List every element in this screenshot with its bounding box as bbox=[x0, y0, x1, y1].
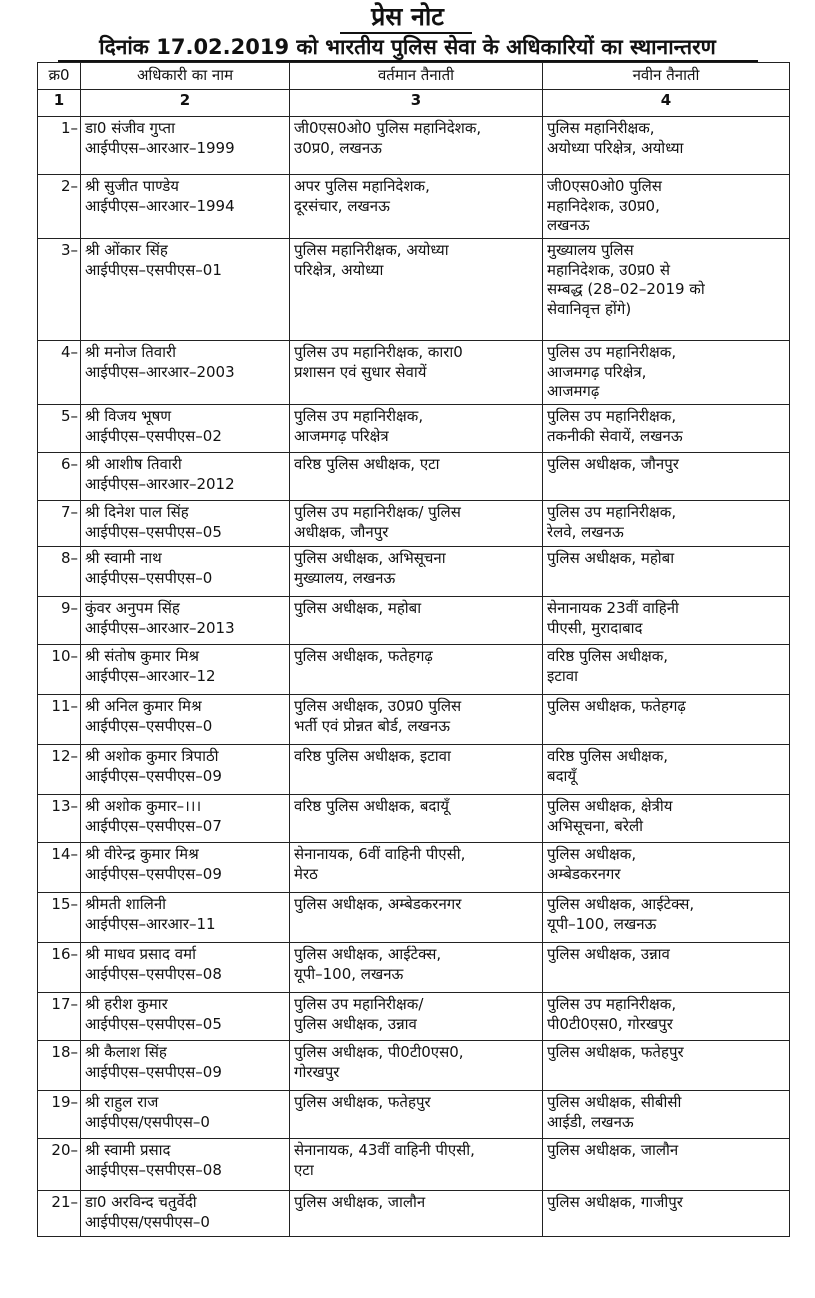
officer-name-line: श्री मनोज तिवारी bbox=[85, 343, 177, 361]
column-index-row bbox=[38, 90, 790, 117]
officer-name-cell bbox=[81, 239, 290, 341]
officer-name-cell bbox=[81, 893, 290, 943]
officer-name-line: आईपीएस–आरआर–12 bbox=[85, 666, 216, 685]
officer-name-line: श्री दिनेश पाल सिंह bbox=[85, 503, 189, 521]
current-posting-cell bbox=[290, 993, 543, 1041]
officer-name-line: आईपीएस–एसपीएस–08 bbox=[85, 964, 222, 983]
serial-number: 13– bbox=[38, 795, 81, 843]
serial-number: 9– bbox=[38, 597, 81, 645]
new-posting-line: सेनानायक 23वीं वाहिनी bbox=[547, 599, 679, 617]
new-posting-line: वरिष्ठ पुलिस अधीक्षक, bbox=[547, 747, 669, 765]
current-posting-line: प्रशासन एवं सुधार सेवायें bbox=[294, 362, 427, 381]
new-posting-line: पुलिस अधीक्षक, सीबीसी bbox=[547, 1093, 682, 1111]
new-posting-line: पुलिस उप महानिरीक्षक, bbox=[547, 503, 677, 521]
table-row bbox=[38, 1139, 790, 1191]
table-row bbox=[38, 943, 790, 993]
table-row bbox=[38, 341, 790, 405]
new-posting-cell bbox=[543, 547, 790, 597]
current-posting-line: पुलिस अधीक्षक, अभिसूचना bbox=[294, 549, 446, 567]
header-current-posting: वर्तमान तैनाती bbox=[290, 63, 543, 90]
table-row bbox=[38, 795, 790, 843]
table-row bbox=[38, 745, 790, 795]
officer-name-cell bbox=[81, 1041, 290, 1091]
officer-name-cell bbox=[81, 843, 290, 893]
serial-number: 19– bbox=[38, 1091, 81, 1139]
table-row bbox=[38, 645, 790, 695]
officer-name-line: श्री माधव प्रसाद वर्मा bbox=[85, 945, 196, 963]
serial-number: 2– bbox=[38, 175, 81, 239]
transfer-table bbox=[37, 62, 790, 1237]
officer-name-cell bbox=[81, 1091, 290, 1139]
officer-name-line: आईपीएस–आरआर–2012 bbox=[85, 474, 235, 493]
new-posting-line: पुलिस अधीक्षक, क्षेत्रीय bbox=[547, 797, 673, 815]
table-row bbox=[38, 597, 790, 645]
new-posting-line: पुलिस उप महानिरीक्षक, bbox=[547, 407, 677, 425]
new-posting-line: पुलिस उप महानिरीक्षक, bbox=[547, 343, 677, 361]
page-subtitle: दिनांक 17.02.2019 को भारतीय पुलिस सेवा के अधिकारियों का स्थानान्तरण bbox=[99, 35, 716, 59]
new-posting-line: आजमगढ़ परिक्षेत्र, bbox=[547, 362, 647, 381]
current-posting-line: जी0एस0ओ0 पुलिस महानिदेशक, bbox=[294, 119, 482, 137]
new-posting-line: अभिसूचना, बरेली bbox=[547, 816, 644, 835]
officer-name-line: आईपीएस–आरआर–1994 bbox=[85, 196, 235, 215]
new-posting-cell bbox=[543, 501, 790, 547]
current-posting-line: सेनानायक, 43वीं वाहिनी पीएसी, bbox=[294, 1141, 475, 1159]
table-row bbox=[38, 843, 790, 893]
current-posting-cell bbox=[290, 943, 543, 993]
new-posting-line: आईडी, लखनऊ bbox=[547, 1112, 634, 1131]
new-posting-cell bbox=[543, 239, 790, 341]
current-posting-line: आजमगढ़ परिक्षेत्र bbox=[294, 426, 389, 445]
current-posting-cell bbox=[290, 547, 543, 597]
current-posting-cell bbox=[290, 745, 543, 795]
officer-name-line: श्री स्वामी प्रसाद bbox=[85, 1141, 171, 1159]
officer-name-line: आईपीएस–एसपीएस–09 bbox=[85, 864, 222, 883]
officer-name-line: डा0 अरविन्द चतुर्वेदी bbox=[85, 1193, 197, 1211]
officer-name-line: आईपीएस–एसपीएस–09 bbox=[85, 1062, 222, 1081]
officer-name-cell bbox=[81, 745, 290, 795]
serial-number: 6– bbox=[38, 453, 81, 501]
serial-number: 15– bbox=[38, 893, 81, 943]
serial-number: 10– bbox=[38, 645, 81, 695]
current-posting-line: मुख्यालय, लखनऊ bbox=[294, 568, 396, 587]
officer-name-cell bbox=[81, 645, 290, 695]
officer-name-cell bbox=[81, 1191, 290, 1237]
column-index: 4 bbox=[543, 90, 790, 117]
officer-name-line: श्री कैलाश सिंह bbox=[85, 1043, 167, 1061]
new-posting-cell bbox=[543, 117, 790, 175]
officer-name-line: श्री राहुल राज bbox=[85, 1093, 159, 1111]
serial-number: 11– bbox=[38, 695, 81, 745]
new-posting-line: पुलिस अधीक्षक, उन्नाव bbox=[547, 945, 670, 963]
new-posting-line: महानिदेशक, उ0प्र0, bbox=[547, 196, 660, 215]
officer-name-cell bbox=[81, 117, 290, 175]
table-row bbox=[38, 501, 790, 547]
serial-number: 17– bbox=[38, 993, 81, 1041]
new-posting-line: पुलिस उप महानिरीक्षक, bbox=[547, 995, 677, 1013]
new-posting-cell bbox=[543, 175, 790, 239]
officer-name-line: आईपीएस–एसपीएस–08 bbox=[85, 1160, 222, 1179]
table-row bbox=[38, 405, 790, 453]
officer-name-line: श्री अशोक कुमार–।।। bbox=[85, 797, 202, 815]
officer-name-line: आईपीएस–आरआर–1999 bbox=[85, 138, 235, 157]
new-posting-line: पुलिस महानिरीक्षक, bbox=[547, 119, 655, 137]
current-posting-line: पुलिस अधीक्षक, उन्नाव bbox=[294, 1014, 417, 1033]
serial-number: 18– bbox=[38, 1041, 81, 1091]
current-posting-line: पुलिस अधीक्षक, फतेहपुर bbox=[294, 1093, 431, 1111]
new-posting-line: मुख्यालय पुलिस bbox=[547, 241, 634, 259]
current-posting-line: उ0प्र0, लखनऊ bbox=[294, 138, 382, 157]
current-posting-line: पुलिस उप महानिरीक्षक, कारा0 bbox=[294, 343, 463, 361]
officer-name-line: श्रीमती शालिनी bbox=[85, 895, 167, 913]
table-row bbox=[38, 893, 790, 943]
officer-name-cell bbox=[81, 597, 290, 645]
table-row bbox=[38, 175, 790, 239]
current-posting-cell bbox=[290, 1091, 543, 1139]
new-posting-cell bbox=[543, 893, 790, 943]
officer-name-line: आईपीएस–एसपीएस–0 bbox=[85, 716, 213, 735]
new-posting-cell bbox=[543, 1139, 790, 1191]
table-row bbox=[38, 1191, 790, 1237]
table-row bbox=[38, 993, 790, 1041]
serial-number: 8– bbox=[38, 547, 81, 597]
new-posting-cell bbox=[543, 843, 790, 893]
new-posting-cell bbox=[543, 943, 790, 993]
serial-number: 7– bbox=[38, 501, 81, 547]
current-posting-line: वरिष्ठ पुलिस अधीक्षक, एटा bbox=[294, 455, 440, 473]
serial-number: 5– bbox=[38, 405, 81, 453]
new-posting-line: पुलिस अधीक्षक, आईटेक्स, bbox=[547, 895, 695, 913]
current-posting-line: यूपी–100, लखनऊ bbox=[294, 964, 404, 983]
new-posting-line: महानिदेशक, उ0प्र0 से bbox=[547, 260, 671, 279]
table-row bbox=[38, 695, 790, 745]
new-posting-line: पुलिस अधीक्षक, bbox=[547, 845, 637, 863]
new-posting-line: अम्बेडकरनगर bbox=[547, 864, 621, 883]
serial-number: 12– bbox=[38, 745, 81, 795]
new-posting-line: पुलिस अधीक्षक, फतेहगढ़ bbox=[547, 697, 686, 715]
new-posting-line: पुलिस अधीक्षक, जौनपुर bbox=[547, 455, 679, 473]
current-posting-cell bbox=[290, 645, 543, 695]
new-posting-line: तकनीकी सेवायें, लखनऊ bbox=[547, 426, 683, 445]
new-posting-line: रेलवे, लखनऊ bbox=[547, 522, 624, 541]
current-posting-line: परिक्षेत्र, अयोध्या bbox=[294, 260, 384, 279]
officer-name-line: आईपीएस–आरआर–2003 bbox=[85, 362, 235, 381]
new-posting-cell bbox=[543, 597, 790, 645]
new-posting-line: इटावा bbox=[547, 666, 579, 685]
new-posting-cell bbox=[543, 745, 790, 795]
officer-name-line: श्री विजय भूषण bbox=[85, 407, 172, 425]
page-title: प्रेस नोट bbox=[371, 2, 444, 31]
officer-name-line: श्री अशोक कुमार त्रिपाठी bbox=[85, 747, 219, 765]
new-posting-line: पुलिस अधीक्षक, फतेहपुर bbox=[547, 1043, 684, 1061]
current-posting-cell bbox=[290, 175, 543, 239]
officer-name-line: कुंवर अनुपम सिंह bbox=[85, 599, 180, 617]
officer-name-line: श्री स्वामी नाथ bbox=[85, 549, 162, 567]
current-posting-line: पुलिस उप महानिरीक्षक/ bbox=[294, 995, 424, 1013]
table-row bbox=[38, 1091, 790, 1139]
officer-name-line: श्री अनिल कुमार मिश्र bbox=[85, 697, 202, 715]
current-posting-cell bbox=[290, 453, 543, 501]
officer-name-line: डा0 संजीव गुप्ता bbox=[85, 119, 175, 137]
current-posting-cell bbox=[290, 405, 543, 453]
table-row bbox=[38, 547, 790, 597]
new-posting-line: पीएसी, मुरादाबाद bbox=[547, 618, 643, 637]
officer-name-cell bbox=[81, 943, 290, 993]
officer-name-line: श्री आशीष तिवारी bbox=[85, 455, 182, 473]
officer-name-cell bbox=[81, 175, 290, 239]
current-posting-cell bbox=[290, 341, 543, 405]
current-posting-line: भर्ती एवं प्रोन्नत बोर्ड, लखनऊ bbox=[294, 716, 450, 735]
officer-name-line: श्री हरीश कुमार bbox=[85, 995, 168, 1013]
current-posting-cell bbox=[290, 1041, 543, 1091]
officer-name-cell bbox=[81, 341, 290, 405]
new-posting-cell bbox=[543, 1191, 790, 1237]
officer-name-line: आईपीएस/एसपीएस–0 bbox=[85, 1112, 210, 1131]
current-posting-line: पुलिस उप महानिरीक्षक, bbox=[294, 407, 424, 425]
new-posting-cell bbox=[543, 645, 790, 695]
current-posting-line: पुलिस अधीक्षक, उ0प्र0 पुलिस bbox=[294, 697, 462, 715]
current-posting-cell bbox=[290, 1191, 543, 1237]
officer-name-line: आईपीएस–एसपीएस–02 bbox=[85, 426, 222, 445]
serial-number: 1– bbox=[38, 117, 81, 175]
new-posting-line: पी0टी0एस0, गोरखपुर bbox=[547, 1014, 673, 1033]
officer-name-cell bbox=[81, 547, 290, 597]
new-posting-cell bbox=[543, 1041, 790, 1091]
new-posting-line: अयोध्या परिक्षेत्र, अयोध्या bbox=[547, 138, 684, 157]
serial-number: 20– bbox=[38, 1139, 81, 1191]
current-posting-line: दूरसंचार, लखनऊ bbox=[294, 196, 390, 215]
officer-name-line: आईपीएस–एसपीएस–05 bbox=[85, 1014, 222, 1033]
header-officer-name: अधिकारी का नाम bbox=[81, 63, 290, 90]
column-index: 3 bbox=[290, 90, 543, 117]
officer-name-line: आईपीएस–एसपीएस–09 bbox=[85, 766, 222, 785]
header-row bbox=[38, 63, 790, 90]
officer-name-cell bbox=[81, 453, 290, 501]
current-posting-line: अधीक्षक, जौनपुर bbox=[294, 522, 389, 541]
new-posting-line: लखनऊ bbox=[547, 216, 590, 235]
current-posting-cell bbox=[290, 239, 543, 341]
officer-name-cell bbox=[81, 795, 290, 843]
new-posting-cell bbox=[543, 795, 790, 843]
new-posting-cell bbox=[543, 453, 790, 501]
current-posting-line: पुलिस अधीक्षक, महोबा bbox=[294, 599, 422, 617]
serial-number: 14– bbox=[38, 843, 81, 893]
new-posting-line: बदायूँ bbox=[547, 766, 577, 785]
current-posting-cell bbox=[290, 117, 543, 175]
header-new-posting: नवीन तैनाती bbox=[543, 63, 790, 90]
new-posting-cell bbox=[543, 695, 790, 745]
new-posting-line: पुलिस अधीक्षक, महोबा bbox=[547, 549, 675, 567]
officer-name-cell bbox=[81, 405, 290, 453]
current-posting-cell bbox=[290, 843, 543, 893]
new-posting-cell bbox=[543, 1091, 790, 1139]
current-posting-line: पुलिस अधीक्षक, आईटेक्स, bbox=[294, 945, 442, 963]
officer-name-line: आईपीएस–आरआर–11 bbox=[85, 914, 216, 933]
current-posting-cell bbox=[290, 795, 543, 843]
table-row bbox=[38, 239, 790, 341]
current-posting-cell bbox=[290, 1139, 543, 1191]
officer-name-line: श्री वीरेन्द्र कुमार मिश्र bbox=[85, 845, 199, 863]
current-posting-line: वरिष्ठ पुलिस अधीक्षक, इटावा bbox=[294, 747, 451, 765]
officer-name-cell bbox=[81, 501, 290, 547]
current-posting-line: गोरखपुर bbox=[294, 1062, 340, 1081]
column-index: 1 bbox=[38, 90, 81, 117]
new-posting-line: आजमगढ़ bbox=[547, 382, 600, 401]
table-row bbox=[38, 453, 790, 501]
current-posting-line: मेरठ bbox=[294, 864, 318, 883]
current-posting-line: एटा bbox=[294, 1160, 314, 1179]
officer-name-cell bbox=[81, 695, 290, 745]
table-row bbox=[38, 117, 790, 175]
new-posting-line: पुलिस अधीक्षक, गाजीपुर bbox=[547, 1193, 683, 1211]
current-posting-cell bbox=[290, 893, 543, 943]
officer-name-line: आईपीएस–एसपीएस–05 bbox=[85, 522, 222, 541]
officer-name-line: आईपीएस–आरआर–2013 bbox=[85, 618, 235, 637]
serial-number: 16– bbox=[38, 943, 81, 993]
new-posting-line: सेवानिवृत्त होंगे) bbox=[547, 299, 632, 318]
new-posting-cell bbox=[543, 993, 790, 1041]
officer-name-cell bbox=[81, 1139, 290, 1191]
current-posting-line: पुलिस अधीक्षक, अम्बेडकरनगर bbox=[294, 895, 462, 913]
officer-name-cell bbox=[81, 993, 290, 1041]
header-serial: क्र0 bbox=[38, 63, 81, 90]
new-posting-line: वरिष्ठ पुलिस अधीक्षक, bbox=[547, 647, 669, 665]
new-posting-line: सम्बद्ध (28–02–2019 को bbox=[547, 280, 705, 299]
current-posting-line: सेनानायक, 6वीं वाहिनी पीएसी, bbox=[294, 845, 466, 863]
current-posting-line: पुलिस अधीक्षक, जालौन bbox=[294, 1193, 426, 1211]
officer-name-line: आईपीएस–एसपीएस–0 bbox=[85, 568, 213, 587]
current-posting-line: वरिष्ठ पुलिस अधीक्षक, बदायूँ bbox=[294, 797, 449, 815]
serial-number: 4– bbox=[38, 341, 81, 405]
current-posting-line: अपर पुलिस महानिदेशक, bbox=[294, 177, 430, 195]
new-posting-cell bbox=[543, 341, 790, 405]
table-row bbox=[38, 1041, 790, 1091]
new-posting-line: जी0एस0ओ0 पुलिस bbox=[547, 177, 662, 195]
officer-name-line: आईपीएस–एसपीएस–01 bbox=[85, 260, 222, 279]
current-posting-cell bbox=[290, 501, 543, 547]
serial-number: 21– bbox=[38, 1191, 81, 1237]
new-posting-line: पुलिस अधीक्षक, जालौन bbox=[547, 1141, 679, 1159]
officer-name-line: श्री संतोष कुमार मिश्र bbox=[85, 647, 200, 665]
officer-name-line: श्री सुजीत पाण्डेय bbox=[85, 177, 180, 195]
column-index: 2 bbox=[81, 90, 290, 117]
current-posting-line: पुलिस उप महानिरीक्षक/ पुलिस bbox=[294, 503, 461, 521]
new-posting-cell bbox=[543, 405, 790, 453]
current-posting-line: पुलिस अधीक्षक, पी0टी0एस0, bbox=[294, 1043, 464, 1061]
new-posting-line: यूपी–100, लखनऊ bbox=[547, 914, 657, 933]
current-posting-line: पुलिस अधीक्षक, फतेहगढ़ bbox=[294, 647, 433, 665]
current-posting-line: पुलिस महानिरीक्षक, अयोध्या bbox=[294, 241, 449, 259]
current-posting-cell bbox=[290, 695, 543, 745]
current-posting-cell bbox=[290, 597, 543, 645]
serial-number: 3– bbox=[38, 239, 81, 341]
officer-name-line: श्री ओंकार सिंह bbox=[85, 241, 168, 259]
officer-name-line: आईपीएस/एसपीएस–0 bbox=[85, 1212, 210, 1231]
officer-name-line: आईपीएस–एसपीएस–07 bbox=[85, 816, 222, 835]
